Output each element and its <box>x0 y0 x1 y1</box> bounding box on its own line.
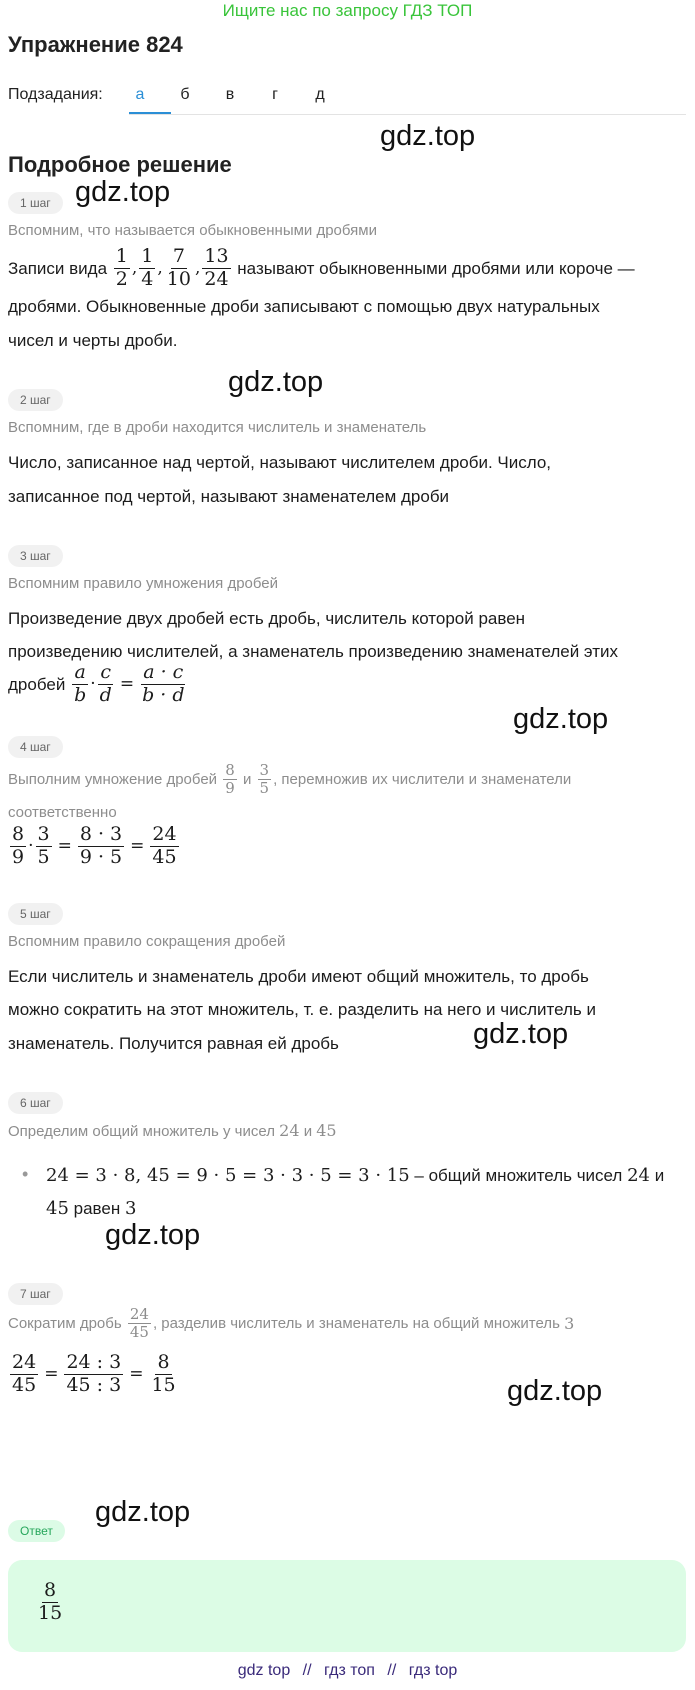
watermark: gdz.top <box>95 1496 191 1528</box>
watermark: gdz.top <box>228 366 324 398</box>
tab-b[interactable]: б <box>180 86 190 103</box>
math-number: 3 <box>564 1313 575 1333</box>
text-fragment: , разделив числитель и знаменатель на общий множитель <box>152 1314 560 1332</box>
step-text: записанное под чертой, называют знаменателем дроби <box>8 487 450 506</box>
step-text: чисел и черты дроби. <box>8 331 178 350</box>
math-operator: = <box>119 673 135 694</box>
math-number: 24 <box>627 1165 650 1186</box>
math-number: 45 <box>46 1198 69 1219</box>
active-tab-indicator <box>129 112 171 114</box>
step-badge: 6 шаг <box>8 1092 63 1114</box>
text-fragment: и <box>242 770 252 788</box>
fraction: $\frac{7}{10}$ <box>166 245 191 290</box>
watermark: gdz.top <box>105 1219 201 1251</box>
tab-a[interactable]: а <box>135 86 145 103</box>
math-expression: 24 = 3 · 8, 45 = 9 · 5 = 3 · 3 · 5 = 3 · 15 <box>46 1165 410 1186</box>
tab-d[interactable]: д <box>315 86 325 103</box>
text-fragment: Выполним умножение дробей <box>8 770 218 788</box>
text-fragment: – общий множитель чисел <box>409 1166 628 1185</box>
step-text: дробями. Обыкновенные дроби записывают с помощью двух натуральных <box>8 297 600 316</box>
text-fragment: Сократим дробь <box>8 1314 122 1332</box>
answer-fraction <box>34 1580 66 1625</box>
footer-separator: // <box>302 1662 312 1679</box>
watermark: gdz.top <box>380 120 476 152</box>
math-operator: = <box>44 1363 59 1384</box>
step-badge: 3 шаг <box>8 545 63 567</box>
footer-links <box>0 1662 695 1680</box>
fraction: $\frac{a \cdot c}{b \cdot d}$ <box>142 661 185 706</box>
fraction: $\frac{8}{15}$ <box>38 1579 63 1624</box>
bullet-icon: • <box>22 1164 29 1184</box>
fraction: $\frac{3}{5}$ <box>37 823 50 868</box>
step-hint: Вспомним правило сокращения дробей <box>8 933 286 950</box>
text-fragment: и <box>649 1166 665 1185</box>
page-title: Упражнение 824 <box>8 32 183 57</box>
math-number: 45 <box>316 1121 337 1140</box>
tabs-divider <box>129 114 686 115</box>
math-number: 3 <box>124 1198 137 1219</box>
fraction: $\frac{8}{15}$ <box>151 1351 176 1396</box>
step-text: произведению числителей, а знаменатель произведению знаменателей этих <box>8 642 619 661</box>
footer-separator: // <box>387 1662 397 1679</box>
step-text: можно сократить на этот множитель, т. е. разделить на него и числитель и <box>8 1000 596 1019</box>
step-hint <box>8 762 571 798</box>
tab-g[interactable]: г <box>272 86 278 103</box>
section-title: Подробное решение <box>8 152 232 177</box>
step-badge: 1 шаг <box>8 192 63 214</box>
text-fragment: равен <box>68 1199 125 1218</box>
step-badge: 4 шаг <box>8 736 63 758</box>
step-text: знаменатель. Получится равная ей дробь <box>8 1034 339 1053</box>
subtasks-label: Подзадания: <box>8 86 103 103</box>
math-operator: · <box>90 673 96 694</box>
fraction: $\frac{1}{4}$ <box>141 245 154 290</box>
math-operator: = <box>57 835 72 856</box>
math-operator: = <box>130 835 145 856</box>
step-hint <box>8 1306 574 1342</box>
step-badge: 5 шаг <box>8 903 63 925</box>
step-text: Число, записанное над чертой, называют числителем дроби. Число, <box>8 453 552 472</box>
step-formula <box>8 1352 180 1397</box>
text-fragment: , перемножив их числители и знаменатели <box>273 770 572 788</box>
step-formula <box>8 662 189 707</box>
watermark: gdz.top <box>513 703 609 735</box>
fraction: $\frac{a}{b}$ <box>74 661 87 706</box>
watermark: gdz.top <box>507 1375 603 1407</box>
text-fragment: Определим общий множитель у чисел <box>8 1123 275 1140</box>
fraction: $\frac{13}{24}$ <box>204 245 229 290</box>
footer-link[interactable]: гдз топ <box>324 1662 375 1679</box>
fraction: $\frac{8}{9}$ <box>225 761 235 798</box>
tab-v[interactable]: в <box>225 86 235 103</box>
text-fragment: Записи вида <box>8 258 108 278</box>
step-badge: 7 шаг <box>8 1283 63 1305</box>
step-hint: Вспомним, что называется обыкновенными дробями <box>8 222 377 239</box>
fraction: $\frac{3}{5}$ <box>259 761 270 798</box>
step-hint: Вспомним, где в дроби находится числитель и знаменатель <box>8 419 427 436</box>
step-hint <box>8 1116 337 1147</box>
math-operator: · <box>28 835 34 856</box>
math-number: 24 <box>279 1121 300 1140</box>
footer-link[interactable]: gdz top <box>237 1662 291 1679</box>
step-text: Записи вида $\frac{1}{2}$ , $\frac{1}{4}$ , $\frac{7}{10}$ , $\frac{13}{24}$ называют обыкновенными дробями или короче — <box>8 245 635 290</box>
fraction: $\frac{8}{9}$ <box>12 823 25 868</box>
answer-badge: Ответ <box>8 1520 65 1542</box>
footer-link[interactable]: гдз top <box>408 1662 458 1679</box>
step-formula <box>8 824 181 869</box>
fraction: $\frac{c}{d}$ <box>99 661 112 706</box>
fraction: $\frac{24}{45}$ <box>12 1351 37 1396</box>
bullet-text <box>46 1158 664 1193</box>
fraction: $\frac{1}{2}$ <box>115 245 128 290</box>
step-badge: 2 шаг <box>8 389 63 411</box>
step-text: Произведение двух дробей есть дробь, числитель которой равен <box>8 609 526 628</box>
step-text: Если числитель и знаменатель дроби имеют общий множитель, то дробь <box>8 967 589 986</box>
bullet-text <box>46 1191 136 1226</box>
promo-banner: Ищите нас по запросу ГДЗ ТОП <box>222 1 473 20</box>
answer-box <box>8 1560 686 1652</box>
fraction: $\frac{8 \cdot 3}{9 \cdot 5}$ <box>79 823 123 868</box>
fraction: $\frac{24}{45}$ <box>152 823 177 868</box>
text-fragment: называют обыкновенными дробями или короче — <box>237 258 635 278</box>
watermark: gdz.top <box>75 176 171 208</box>
fraction: $\frac{24}{45}$ <box>129 1305 149 1342</box>
watermark: gdz.top <box>473 1018 569 1050</box>
math-operator: = <box>129 1363 144 1384</box>
text-fragment: и <box>303 1123 313 1140</box>
text-fragment: дробей <box>8 674 66 694</box>
step-hint: соответственно <box>8 804 117 821</box>
step-hint: Вспомним правило умножения дробей <box>8 575 279 592</box>
fraction: $\frac{24 : 3}{45 : 3}$ <box>66 1351 122 1396</box>
